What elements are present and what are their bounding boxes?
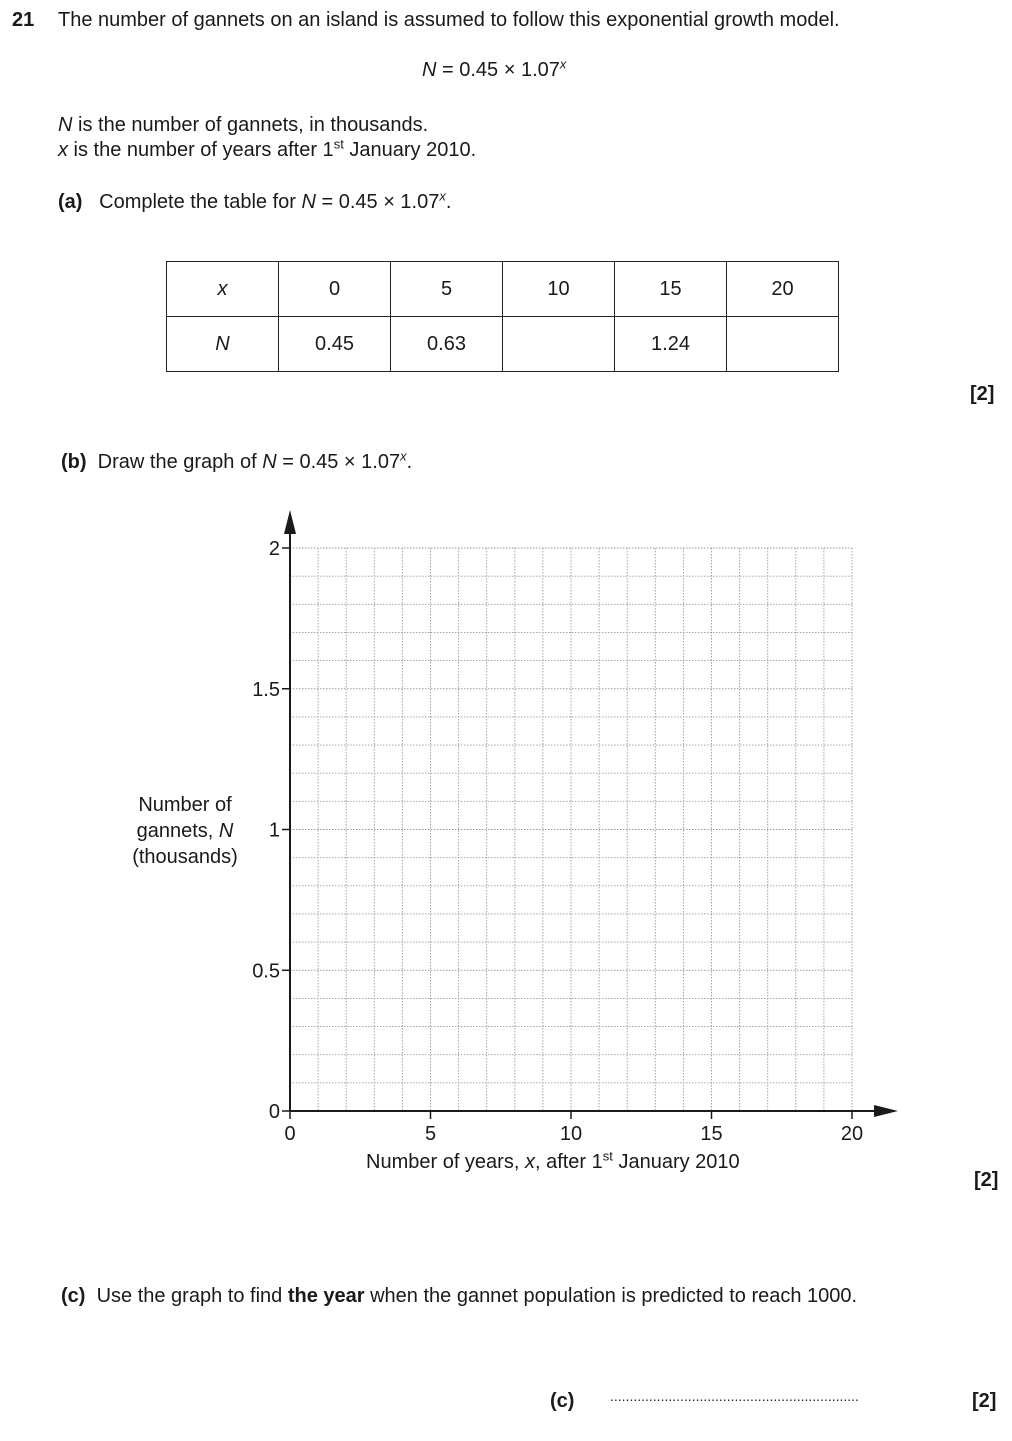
table-cell: 5 — [391, 262, 503, 317]
definition-x — [58, 136, 477, 162]
question-intro: The number of gannets on an island is assumed to follow this exponential growth model. — [58, 9, 840, 31]
part-a-label: (a) — [58, 191, 83, 213]
table-answer-cell[interactable] — [503, 317, 615, 372]
x-tick-label: 5 — [424, 1123, 437, 1145]
part-c-bold: the year — [287, 1285, 365, 1307]
part-a-text: Complete the table for — [99, 191, 302, 213]
y-axis-arrow-icon — [284, 510, 296, 534]
y-tick-label: 1 — [268, 819, 280, 842]
table-header-x: x — [167, 262, 279, 317]
y-axis-label — [110, 792, 260, 870]
table-row-n — [167, 317, 839, 372]
table-cell: 0.63 — [391, 317, 503, 372]
table-cell: 1.24 — [615, 317, 727, 372]
table-cell: 10 — [503, 262, 615, 317]
part-b-prompt — [61, 448, 413, 474]
y-axis-label-line3: (thousands) — [132, 846, 238, 868]
definition-x-sup: st — [333, 136, 344, 152]
definition-x-text: is the number of years after 1 — [68, 139, 334, 161]
y-tick-label: 1.5 — [252, 678, 280, 701]
part-b-marks: [2] — [974, 1169, 999, 1191]
part-b-end: . — [406, 451, 413, 473]
table-cell: 20 — [727, 262, 839, 317]
table-cell: 0.45 — [279, 317, 391, 372]
formula-var-n: N — [422, 59, 437, 81]
x-tick-label: 20 — [840, 1123, 864, 1145]
x-axis-label-var: x — [524, 1151, 535, 1173]
answer-line-c[interactable]: ................................................................ — [610, 1388, 859, 1404]
formula-rhs: = 0.45 × 1.07 — [436, 59, 560, 81]
y-tick-label: 2 — [268, 538, 280, 560]
definition-n — [58, 114, 428, 137]
definition-n-var: N — [58, 114, 73, 136]
part-b-exp: x — [400, 448, 407, 464]
part-c-marks: [2] — [972, 1390, 997, 1412]
table-row-x — [167, 262, 839, 317]
part-b-eq: = 0.45 × 1.07 — [276, 451, 401, 473]
part-a-marks: [2] — [970, 383, 995, 405]
table-answer-cell[interactable] — [727, 317, 839, 372]
growth-formula — [422, 56, 567, 82]
part-b-var: N — [262, 451, 277, 473]
part-a-eq: = 0.45 × 1.07 — [315, 191, 440, 213]
y-tick-label: 0.5 — [252, 960, 280, 983]
question-number: 21 — [12, 9, 35, 31]
part-a-end: . — [445, 191, 452, 213]
definition-n-text: is the number of gannets, in thousands. — [72, 114, 429, 136]
x-axis-label-text: Number of years, — [366, 1151, 525, 1173]
x-axis-label — [366, 1148, 740, 1174]
x-tick-label: 10 — [559, 1123, 583, 1145]
part-c-text-end: when the gannet population is predicted to reach 1000. — [364, 1285, 858, 1307]
x-axis-arrow-icon — [874, 1105, 898, 1117]
part-c-text: Use the graph to find — [96, 1285, 288, 1307]
table-cell: 15 — [615, 262, 727, 317]
part-a-var: N — [301, 191, 316, 213]
table-cell: 0 — [279, 262, 391, 317]
y-axis-label-line1: Number of — [138, 794, 232, 816]
table-header-n: N — [167, 317, 279, 372]
x-tick-label: 0 — [284, 1123, 296, 1145]
definition-x-text-end: January 2010. — [343, 139, 477, 161]
part-a-exp: x — [439, 188, 446, 204]
y-axis-label-line2: gannets, N — [136, 820, 234, 842]
part-b-text: Draw the graph of — [97, 451, 263, 473]
x-axis-label-middle: , after 1 — [534, 1151, 603, 1173]
definition-x-var: x — [58, 139, 68, 161]
part-a-prompt — [58, 188, 452, 214]
part-c-prompt — [61, 1285, 857, 1308]
y-tick-label: 0 — [268, 1101, 280, 1123]
x-tick-label: 15 — [700, 1123, 723, 1145]
part-b-label: (b) — [61, 451, 87, 473]
x-axis-label-sup: st — [602, 1148, 613, 1164]
values-table — [166, 261, 839, 372]
answer-label-c: (c) — [550, 1390, 575, 1412]
x-axis-label-end: January 2010 — [612, 1151, 740, 1173]
formula-exponent: x — [559, 56, 567, 72]
part-c-label: (c) — [61, 1285, 86, 1307]
